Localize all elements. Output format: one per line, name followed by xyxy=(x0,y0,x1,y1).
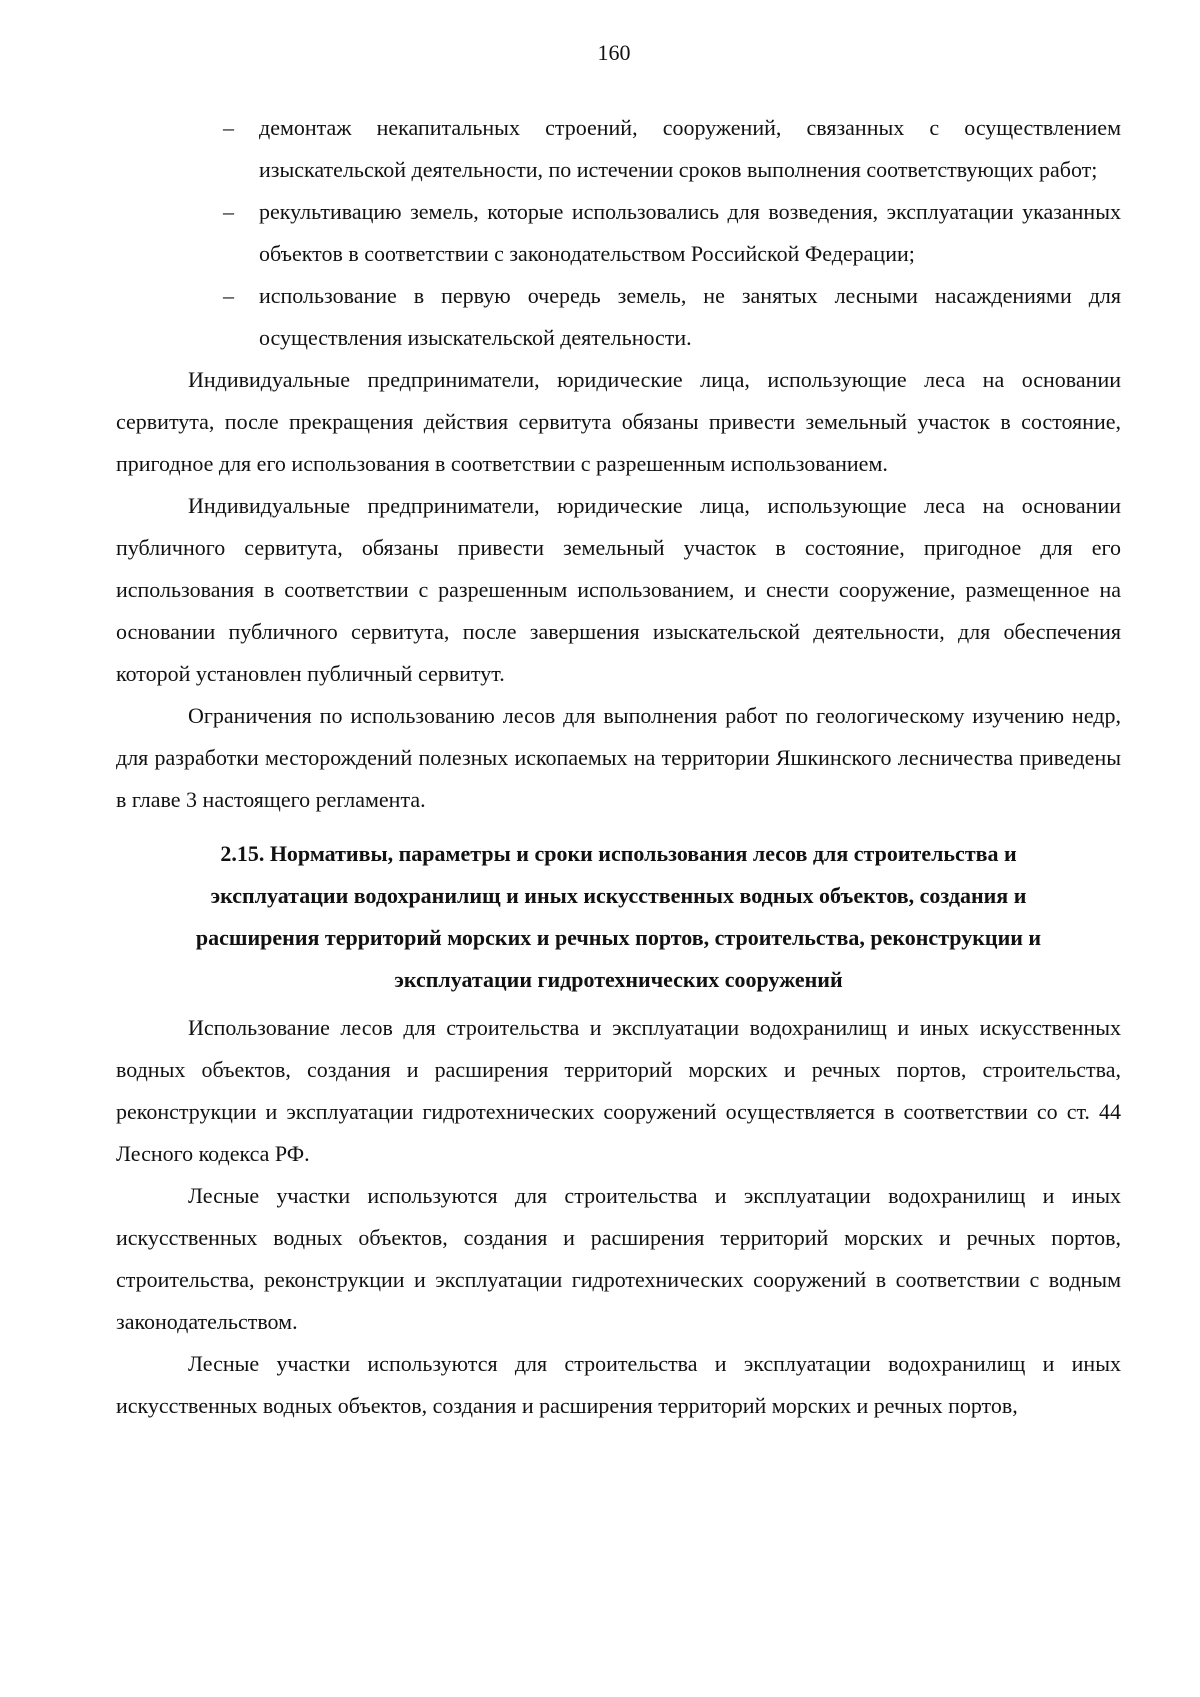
paragraph: Лесные участки используются для строительства и эксплуатации водохранилищ и иных искусственных водных объектов, создания и расширения территорий морских и речных портов, строительства, реконструкции и эксплуатации гидротехнических сооружений в соответствии с водным законодательством. xyxy=(116,1183,1121,1334)
bullet-item xyxy=(116,107,1121,191)
section-heading xyxy=(116,821,1121,1007)
dash-bullet-icon: – xyxy=(223,199,234,224)
page-content xyxy=(116,107,1121,1427)
paragraph: Индивидуальные предприниматели, юридические лица, использующие леса на основании публичного сервитута, обязаны привести земельный участок в состояние, пригодное для его использования в соответствии с разрешенным использованием, и снести сооружение, размещенное на основании публичного сервитута, после завершения изыскательской деятельности, для обеспечения которой установлен публичный сервитут. xyxy=(116,493,1121,686)
paragraph: Лесные участки используются для строительства и эксплуатации водохранилищ и иных искусственных водных объектов, создания и расширения территорий морских и речных портов, xyxy=(116,1351,1121,1418)
section-heading-line: расширения территорий морских и речных портов, строительства, реконструкции и xyxy=(195,925,1042,950)
bullet-list xyxy=(116,107,1121,359)
section-heading-line: эксплуатации гидротехнических сооружений xyxy=(394,967,843,992)
dash-bullet-icon: – xyxy=(223,283,234,308)
bullet-text: использование в первую очередь земель, не занятых лесными насаждениями для осуществления изыскательской деятельности. xyxy=(259,283,1121,350)
page-number: 160 xyxy=(597,40,631,65)
bullet-item xyxy=(116,275,1121,359)
paragraph: Ограничения по использованию лесов для выполнения работ по геологическому изучению недр, для разработки месторождений полезных ископаемых на территории Яшкинского лесничества приведены в главе 3 настоящего регламента. xyxy=(116,703,1121,812)
dash-bullet-icon: – xyxy=(223,115,234,140)
bullet-item xyxy=(116,191,1121,275)
bullet-text: демонтаж некапитальных строений, сооружений, связанных с осуществлением изыскательской деятельности, по истечении сроков выполнения соответствующих работ; xyxy=(259,115,1121,182)
bullet-text: рекультивацию земель, которые использовались для возведения, эксплуатации указанных объектов в соответствии с законодательством Российской Федерации; xyxy=(259,199,1121,266)
paragraph: Использование лесов для строительства и эксплуатации водохранилищ и иных искусственных водных объектов, создания и расширения территорий морских и речных портов, строительства, реконструкции и эксплуатации гидротехнических сооружений осуществляется в соответствии со ст. 44 Лесного кодекса РФ. xyxy=(116,1015,1121,1166)
section-heading-line: 2.15. Нормативы, параметры и сроки использования лесов для строительства и xyxy=(220,841,1017,866)
section-heading-line: эксплуатации водохранилищ и иных искусственных водных объектов, создания и xyxy=(210,883,1027,908)
paragraph: Индивидуальные предприниматели, юридические лица, использующие леса на основании сервитута, после прекращения действия сервитута обязаны привести земельный участок в состояние, пригодное для его использования в соответствии с разрешенным использованием. xyxy=(116,367,1121,476)
